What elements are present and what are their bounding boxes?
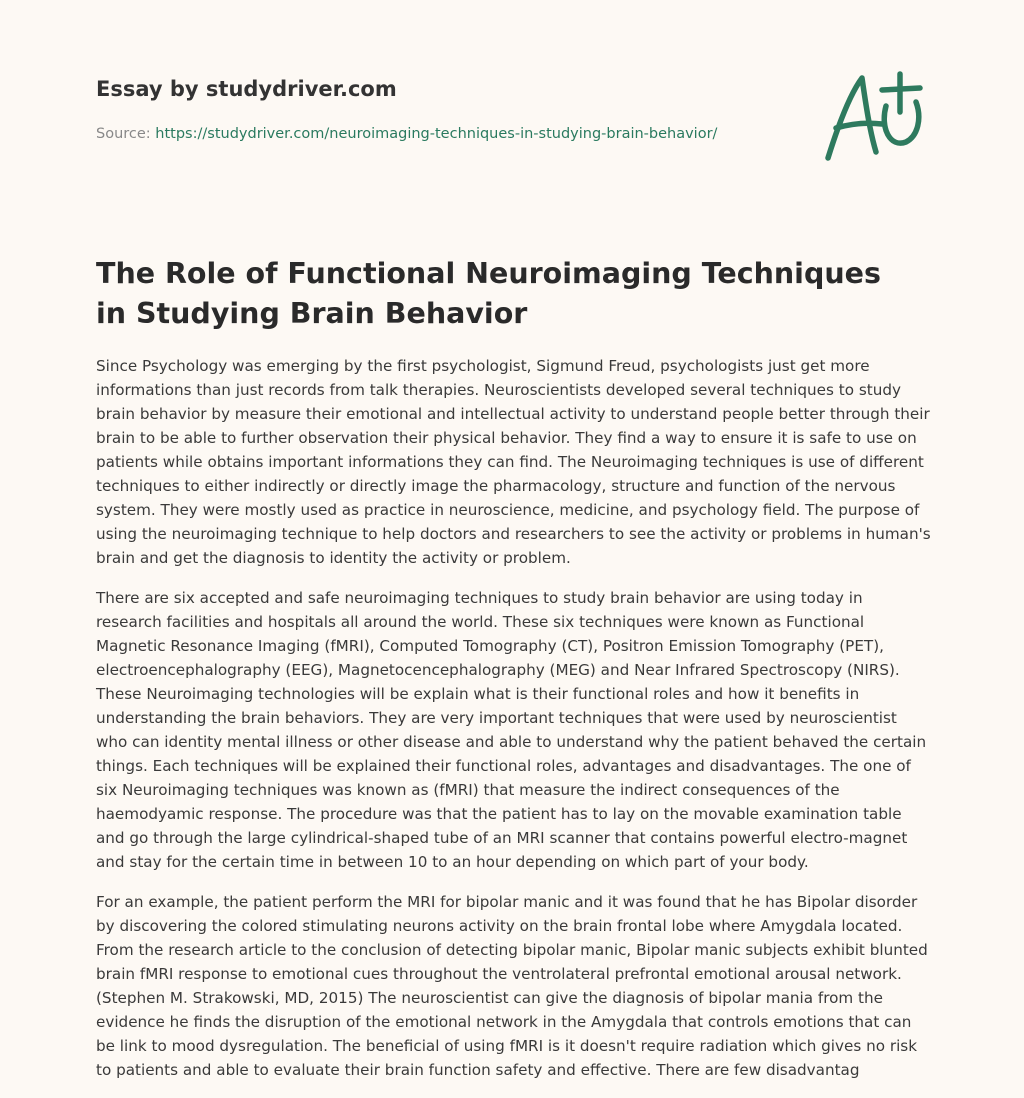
header	[96, 74, 796, 144]
source-label: Source:	[96, 126, 156, 142]
source-line	[96, 124, 796, 144]
paragraph: For an example, the patient perform the MRI for bipolar manic and it was found that he has Bipolar disorder by discovering the colored stimulating neurons activity on the brain frontal lobe where Amygdala located. From the research article to the conclusion of detecting bipolar manic, Bipolar manic subjects exhibit blunted brain fMRI response to emotional cues throughout the ventrolateral prefrontal emotional arousal network. (Stephen M. Strakowski, MD, 2015) The neuroscientist can give the diagnosis of bipolar mania from the evidence he finds the disruption of the emotional network in the Amygdala that controls emotions that can be link to mood dysregulation. The beneficial of using fMRI is it doesn't require radiation which gives no risk to patients and able to evaluate their brain function safety and effective. There are few disadvantag	[96, 893, 928, 1079]
paragraph: Since Psychology was emerging by the first psychologist, Sigmund Freud, psychologists just get more informations than just records from talk therapies. Neuroscientists developed several techniques to study brain behavior by measure their emotional and intellectual activity to understand people better through their brain to be able to further observation their physical behavior. They find a way to ensure it is safe to use on patients while obtains important informations they can find. The Neuroimaging techniques is use of different techniques to either indirectly or directly image the pharmacology, structure and function of the nervous system. They were mostly used as practice in neuroscience, medicine, and psychology field. The purpose of using the neuroimaging technique to help doctors and researchers to see the activity or problems in human's brain and get the diagnosis to identity the activity or problem.	[96, 357, 931, 567]
article-title: The Role of Functional Neuroimaging Techniques in Studying Brain Behavior	[96, 257, 881, 330]
paragraph: There are six accepted and safe neuroimaging techniques to study brain behavior are using today in research facilities and hospitals all around the world. These six techniques were known as Functional Magnetic Resonance Imaging (fMRI), Computed Tomography (CT), Positron Emission Tomography (PET), electroencephalography (EEG), Magnetocencephalography (MEG) and Near Infrared Spectroscopy (NIRS). These Neuroimaging technologies will be explain what is their functional roles and how it benefits in understanding the brain behaviors. They are very important techniques that were used by neuroscientist who can identity mental illness or other disease and able to understand why the patient behaved the certain things. Each techniques will be explained their functional roles, advantages and disadvantages. The one of six Neuroimaging techniques was known as (fMRI) that measure the indirect consequences of the haemodyamic response. The procedure was that the patient has to lay on the movable examination table and go through the large cylindrical-shaped tube of an MRI scanner that contains powerful electro-magnet and stay for the certain time in between 10 to an hour depending on which part of your body.	[96, 589, 927, 871]
site-brand: Essay by studydriver.com	[96, 77, 397, 101]
a-plus-logo	[820, 66, 930, 166]
source-link[interactable]: https://studydriver.com/neuroimaging-techniques-in-studying-brain-behavior/	[155, 126, 718, 142]
article-body	[96, 354, 932, 1098]
a-plus-logo-icon	[820, 66, 930, 166]
